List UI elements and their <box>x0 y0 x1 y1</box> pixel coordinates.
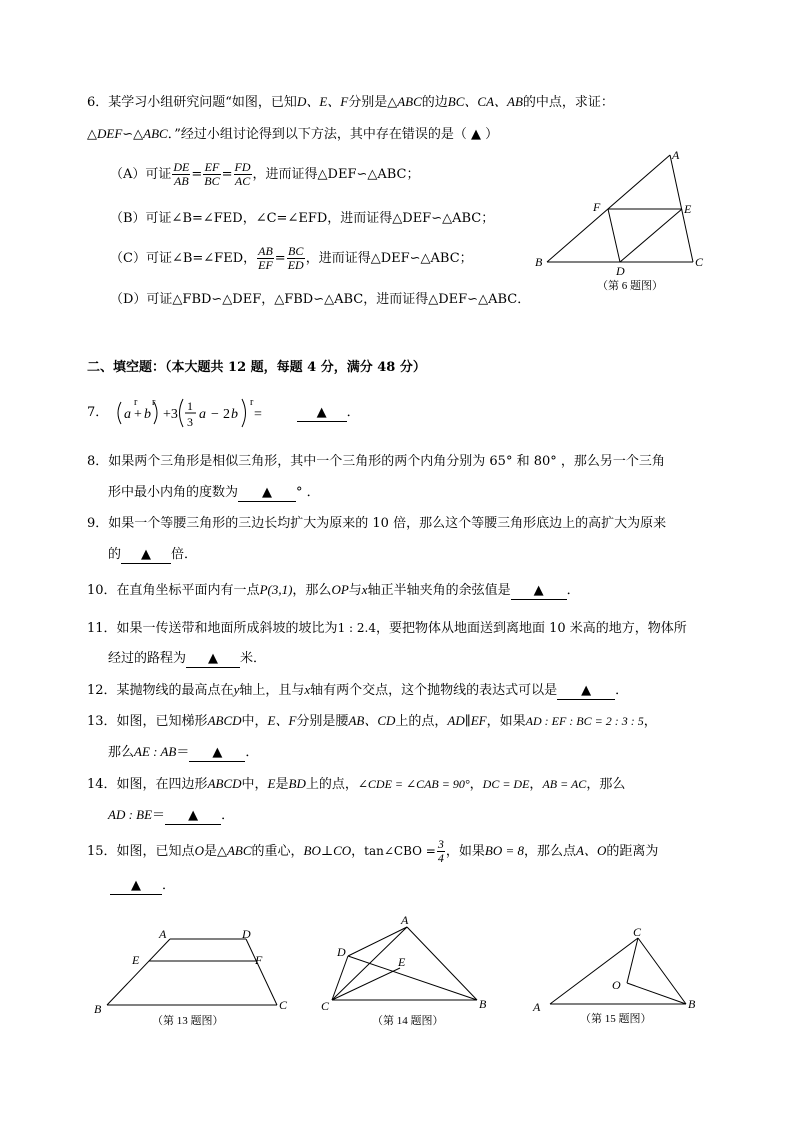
figure-caption: （第 6 题图） <box>597 280 663 292</box>
q10: 10．在直角坐标平面内有一点P(3,1)，那么OP与x轴正半轴夹角的余弦值是 ▲ ． <box>87 582 580 598</box>
q9-line1: 9．如果一个等腰三角形的三边长均扩大为原来的 10 倍，那么这个等腰三角形底边上的高扩大为原来 <box>87 516 667 531</box>
label-B: B <box>688 997 696 1011</box>
fraction: $\frac{AB}{EF}$ <box>258 244 273 272</box>
answer-blank: ▲ <box>238 485 296 502</box>
q11-line2: 经过的路程为 ▲ 米． <box>108 651 267 666</box>
q15-line2: ▲ ． <box>110 878 175 895</box>
q13-line2: 那么AE : AB＝ ▲ ． <box>108 744 259 760</box>
q9-line2: 的 ▲ 倍． <box>108 547 198 562</box>
svg-text:b: b <box>231 407 239 422</box>
label-A: A <box>401 913 409 927</box>
q6-option-c: （C）可证∠B=∠FED， $\frac{AB}{EF}$ = $\frac{BC}{ED}$ ，进而证得△DEF∽△ABC； <box>110 244 473 272</box>
label-C: C <box>321 999 330 1013</box>
fraction: $\frac{EF}{BC}$ <box>204 160 220 188</box>
svg-text:2: 2 <box>223 407 231 422</box>
q8-line1: 8．如果两个三角形是相似三角形，其中一个三角形的两个内角分别为 65° 和 80° ，那么另一个三角 <box>87 454 665 469</box>
fraction-denominator: 3 <box>187 415 194 429</box>
label-E: E <box>398 955 406 969</box>
answer-blank: ▲ <box>121 547 171 564</box>
svg-text:=: = <box>254 407 263 422</box>
section-title: 二、填空题：（本大题共 12 题，每题 4 分，满分 48 分） <box>87 360 426 375</box>
figure-q14 <box>312 910 502 1030</box>
q6-option-d: （D）可证△FBD∽△DEF，△FBD∽△ABC，进而证得△DEF∽△ABC． <box>110 292 531 307</box>
answer-blank: ▲ <box>511 583 567 600</box>
answer-blank: ▲ <box>189 745 245 762</box>
figure-q6 <box>525 145 720 295</box>
q8-line2: 形中最小内角的度数为 ▲ ° ． <box>108 485 320 500</box>
label-B: B <box>479 997 487 1011</box>
svg-text:a: a <box>124 407 132 422</box>
label-C: C <box>695 255 704 269</box>
vector-mark: r <box>134 397 138 408</box>
label-D: D <box>337 945 346 959</box>
label-A: A <box>159 927 167 941</box>
label-F: F <box>255 953 263 967</box>
q14-line1: 14．如图，在四边形ABCD中，E是BD上的点，∠CDE = ∠CAB = 90°，DC = DE，AB = AC，那么 <box>87 776 626 792</box>
q15-line1: 15．如图，已知点O是△ABC的重心，BO⊥CO，tan∠CBO = $\frac{3}{4}$ ，如果BO = 8，那么点A、O的距离为 <box>87 837 659 865</box>
q7-expression <box>112 396 292 430</box>
answer-blank: ▲ <box>297 405 347 422</box>
label-A: A <box>533 1000 541 1014</box>
q7: 7． r r r a + b +3 1 3 a − 2 b = ▲ ． <box>87 397 360 429</box>
svg-text:b: b <box>144 407 152 422</box>
label-B: B <box>535 255 543 269</box>
vector-mark: r <box>250 397 254 408</box>
q6-option-b: （B）可证∠B=∠FED，∠C=∠EFD，进而证得△DEF∽△ABC； <box>110 211 495 226</box>
q11-line1: 11．如果一传送带和地面所成斜坡的坡比为1 : 2.4，要把物体从地面送到离地面 10 米高的地方，物体所 <box>87 621 687 636</box>
fraction-numerator: 1 <box>187 399 194 413</box>
label-D: D <box>242 927 251 941</box>
label-A: A <box>672 148 680 162</box>
fraction: $\frac{BC}{ED}$ <box>287 244 304 272</box>
label-C: C <box>279 998 288 1012</box>
figure-q15 <box>528 920 708 1030</box>
q6-option-a: （A）可证 $\frac{DE}{AB}$ = $\frac{EF}{BC}$ = $\frac{FD}{AC}$ ，进而证得△DEF∽△ABC； <box>110 160 420 188</box>
figure-caption: （第 14 题图） <box>372 1015 444 1027</box>
answer-blank: ▲ <box>165 808 221 825</box>
svg-text:+: + <box>134 407 143 422</box>
label-B: B <box>94 1002 102 1016</box>
svg-text:+3: +3 <box>163 407 179 422</box>
svg-text:a: a <box>199 407 207 422</box>
label-O: O <box>612 978 621 992</box>
q6-line1: 6．某学习小组研究问题“如图，已知D、E、F分别是△ABC的边BC、CA、AB的中点，求证： <box>87 94 614 110</box>
fraction: $\frac{DE}{AB}$ <box>173 160 190 188</box>
answer-blank: ▲ <box>186 651 240 668</box>
q6-line2: △DEF∽△ABC．”经过小组讨论得到以下方法，其中存在错误的是（ ▲ ） <box>87 126 499 142</box>
q14-line2: AD : BE＝ ▲ ． <box>108 807 235 823</box>
fraction: $\frac{3}{4}$ <box>437 837 444 865</box>
figure-q13 <box>90 922 300 1032</box>
vector-mark: r <box>152 397 156 408</box>
fraction: $\frac{FD}{AC}$ <box>234 160 251 188</box>
figure-caption: （第 13 题图） <box>152 1015 224 1027</box>
figure-caption: （第 15 题图） <box>580 1013 652 1025</box>
label-F: F <box>593 200 601 214</box>
label-C: C <box>633 925 642 939</box>
answer-blank: ▲ <box>110 878 162 895</box>
q13-line1: 13．如图，已知梯形ABCD中，E、F分别是腰AB、CD上的点，AD∥EF，如果AD : EF : BC = 2 : 3 : 5， <box>87 713 657 729</box>
label-D: D <box>616 264 625 278</box>
svg-text:−: − <box>211 407 220 422</box>
label-E: E <box>132 953 140 967</box>
answer-blank: ▲ <box>557 683 615 700</box>
q12: 12．某抛物线的最高点在y轴上，且与x轴有两个交点，这个抛物线的表达式可以是 ▲ ． <box>87 682 629 698</box>
label-E: E <box>684 202 692 216</box>
